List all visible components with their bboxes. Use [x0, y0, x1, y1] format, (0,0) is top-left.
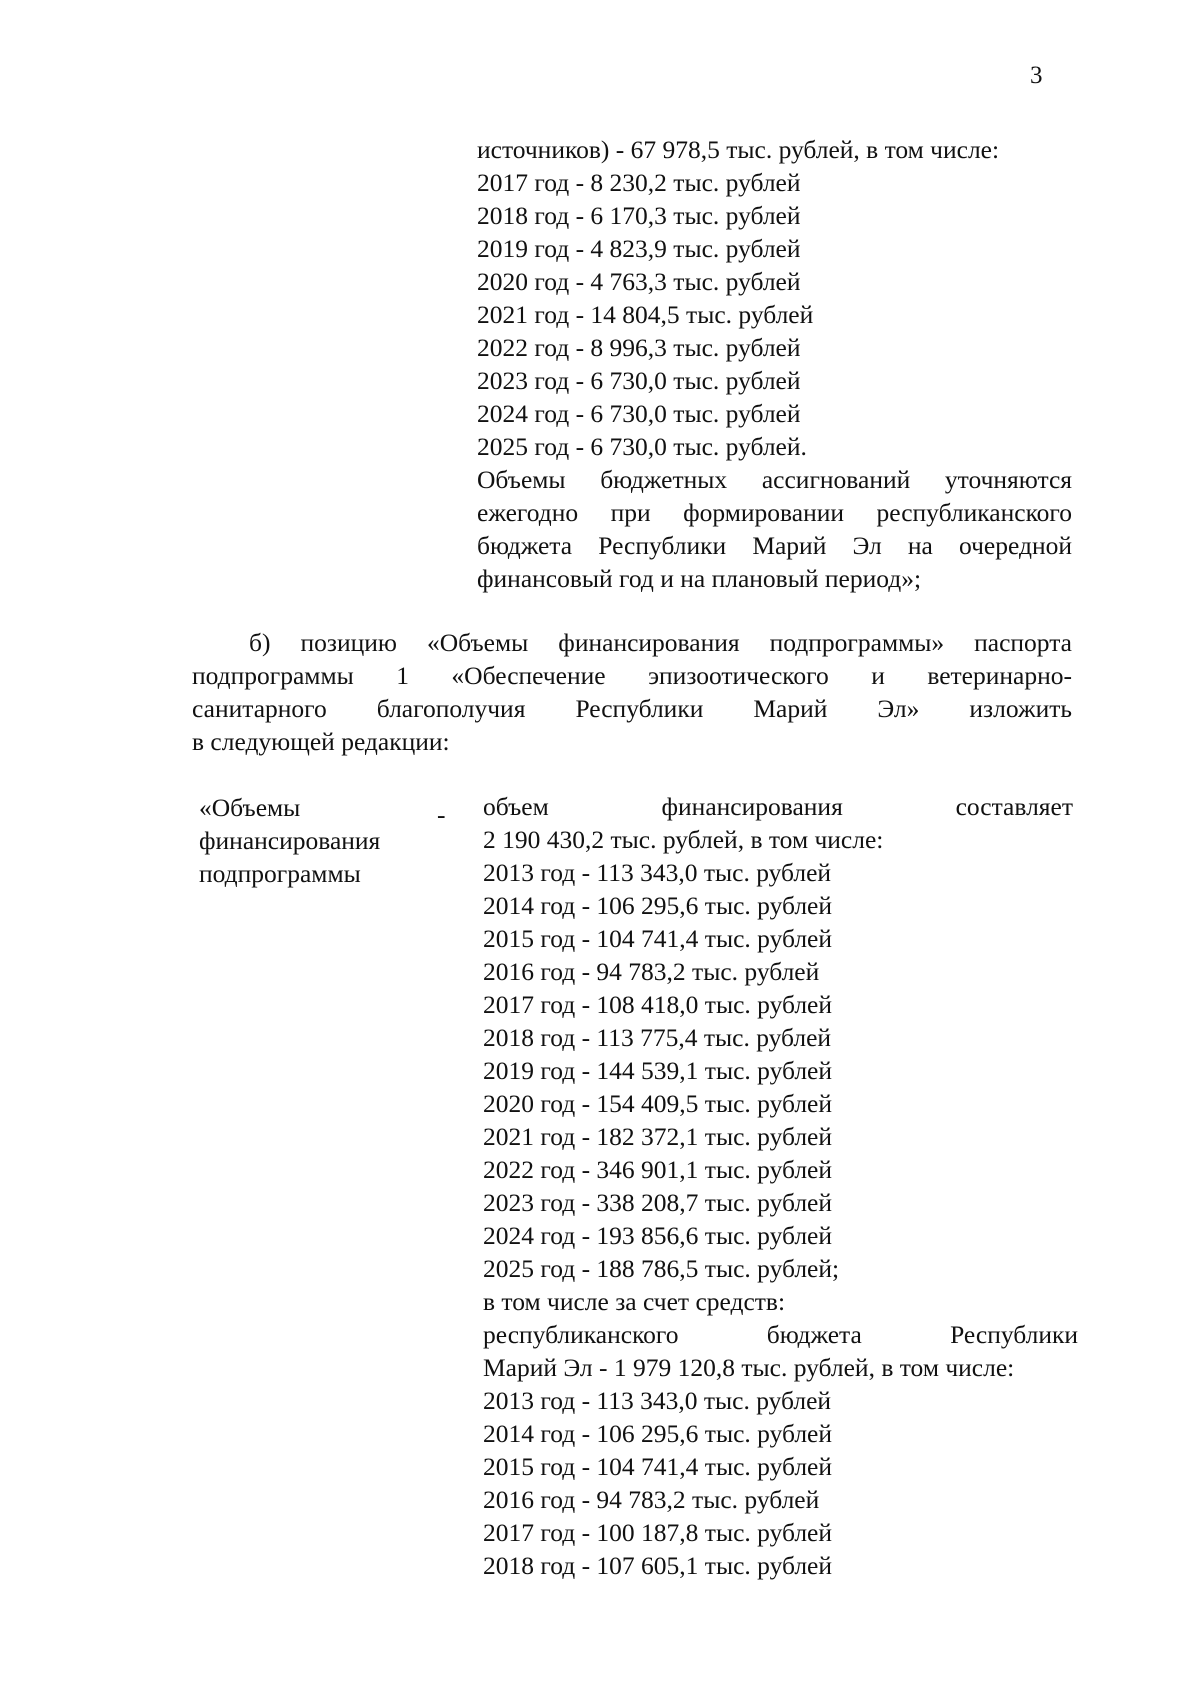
- year-line: 2018 год - 6 170,3 тыс. рублей: [477, 201, 801, 230]
- year-line: 2024 год - 6 730,0 тыс. рублей: [477, 399, 801, 428]
- year-line: 2022 год - 8 996,3 тыс. рублей: [477, 333, 801, 362]
- year-line: 2013 год - 113 343,0 тыс. рублей: [483, 858, 832, 887]
- paragraph-line: санитарного благополучия Республики Марий Эл» изложить: [192, 694, 1072, 723]
- year-line: 2021 год - 182 372,1 тыс. рублей: [483, 1122, 833, 1151]
- year-line: 2020 год - 154 409,5 тыс. рублей: [483, 1089, 833, 1118]
- paragraph-line: подпрограммы 1 «Обеспечение эпизоотического и ветеринарно-: [192, 661, 1072, 690]
- dash-separator: -: [437, 800, 446, 829]
- year-line: 2020 год - 4 763,3 тыс. рублей: [477, 267, 801, 296]
- paragraph-line: б) позицию «Объемы финансирования подпрограммы» паспорта: [249, 628, 1072, 657]
- label-line: финансирования: [199, 826, 381, 855]
- value-line: 2 190 430,2 тыс. рублей, в том числе:: [483, 825, 884, 854]
- year-line: 2015 год - 104 741,4 тыс. рублей: [483, 1452, 833, 1481]
- year-line: 2015 год - 104 741,4 тыс. рублей: [483, 924, 833, 953]
- year-line: 2017 год - 108 418,0 тыс. рублей: [483, 990, 833, 1019]
- year-line: 2014 год - 106 295,6 тыс. рублей: [483, 891, 833, 920]
- year-line: 2017 год - 100 187,8 тыс. рублей: [483, 1518, 833, 1547]
- label-line: подпрограммы: [199, 859, 361, 888]
- note-line: ежегодно при формировании республиканского: [477, 498, 1072, 527]
- note-line: бюджета Республики Марий Эл на очередной: [477, 531, 1072, 560]
- year-line: 2016 год - 94 783,2 тыс. рублей: [483, 1485, 820, 1514]
- year-line: 2023 год - 6 730,0 тыс. рублей: [477, 366, 801, 395]
- page-number: 3: [1030, 62, 1043, 89]
- year-line: 2019 год - 144 539,1 тыс. рублей: [483, 1056, 833, 1085]
- text-line: источников) - 67 978,5 тыс. рублей, в том числе:: [477, 135, 1000, 164]
- year-line: 2021 год - 14 804,5 тыс. рублей: [477, 300, 814, 329]
- value-line: объем финансирования составляет: [483, 792, 1073, 821]
- year-line: 2024 год - 193 856,6 тыс. рублей: [483, 1221, 833, 1250]
- value-line: в том числе за счет средств:: [483, 1287, 786, 1316]
- year-line: 2023 год - 338 208,7 тыс. рублей: [483, 1188, 833, 1217]
- year-line: 2018 год - 113 775,4 тыс. рублей: [483, 1023, 832, 1052]
- year-line: 2025 год - 188 786,5 тыс. рублей;: [483, 1254, 840, 1283]
- paragraph-line: в следующей редакции:: [192, 727, 450, 756]
- year-line: 2016 год - 94 783,2 тыс. рублей: [483, 957, 820, 986]
- note-line: финансовый год и на плановый период»;: [477, 564, 922, 593]
- year-line: 2022 год - 346 901,1 тыс. рублей: [483, 1155, 833, 1184]
- year-line: 2018 год - 107 605,1 тыс. рублей: [483, 1551, 833, 1580]
- year-line: 2025 год - 6 730,0 тыс. рублей.: [477, 432, 807, 461]
- value-line: республиканского бюджета Республики: [483, 1320, 1078, 1349]
- label-line: «Объемы: [199, 793, 301, 822]
- year-line: 2019 год - 4 823,9 тыс. рублей: [477, 234, 801, 263]
- year-line: 2014 год - 106 295,6 тыс. рублей: [483, 1419, 833, 1448]
- year-line: 2013 год - 113 343,0 тыс. рублей: [483, 1386, 832, 1415]
- value-line: Марий Эл - 1 979 120,8 тыс. рублей, в том числе:: [483, 1353, 1015, 1382]
- year-line: 2017 год - 8 230,2 тыс. рублей: [477, 168, 801, 197]
- note-line: Объемы бюджетных ассигнований уточняются: [477, 465, 1072, 494]
